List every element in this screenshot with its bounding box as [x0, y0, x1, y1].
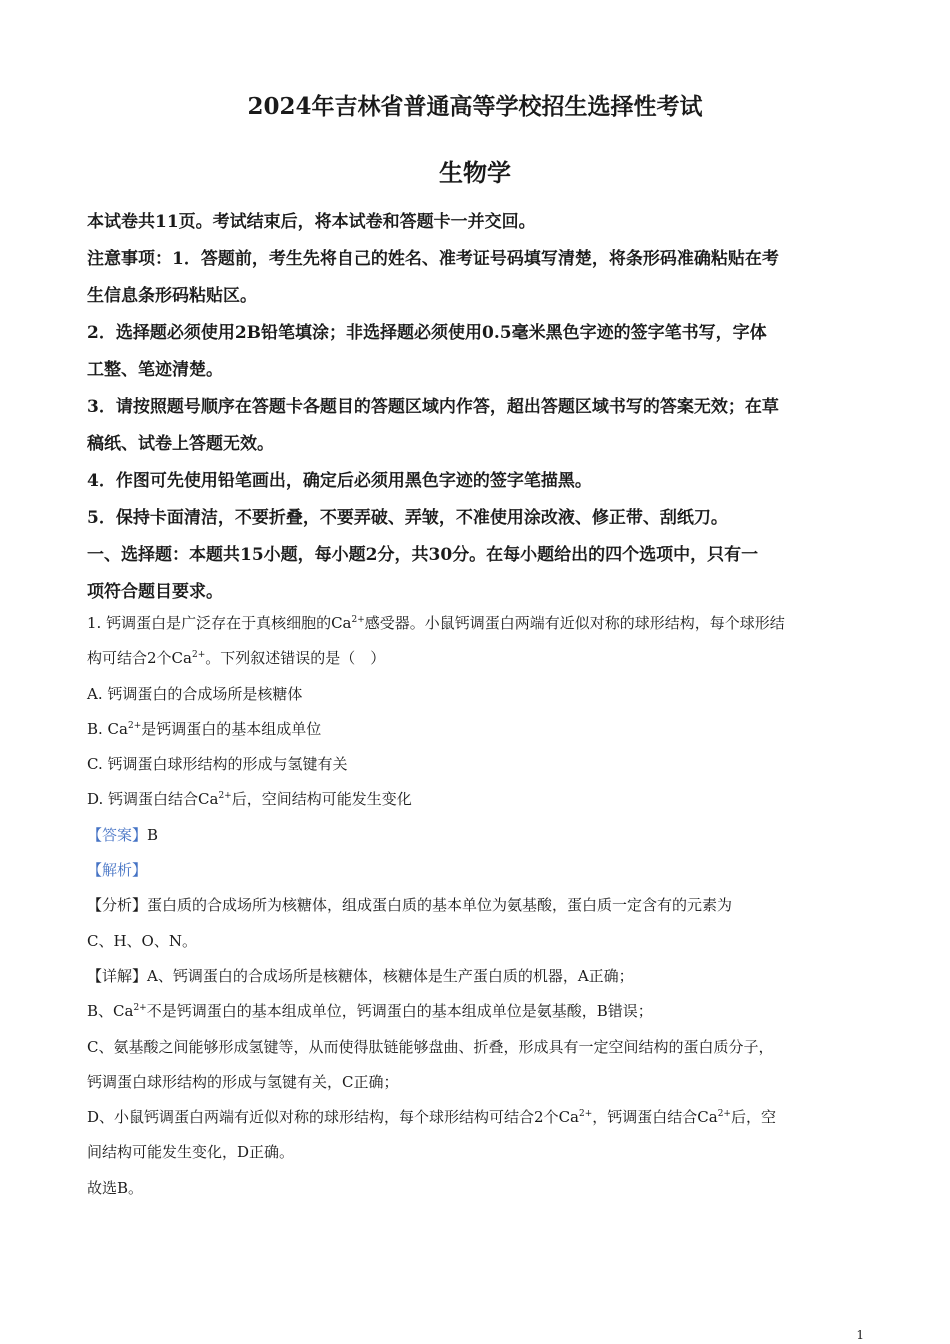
detail-b: B、$Ca^{2+}$不是钙调蛋白的基本组成单位，钙调蛋白的基本组成单位是氨基酸，B错误；: [87, 1002, 653, 1021]
analysis-tag-line: [87, 853, 872, 888]
note-3-line-2: 稿纸、试卷上答题无效。: [87, 434, 274, 454]
page-number: 1: [856, 1328, 864, 1342]
detail-d-line-2: 间结构可能发生变化，D正确。: [87, 1143, 295, 1162]
option-b: B. $Ca^{2+}$是钙调蛋白的基本组成单位: [87, 719, 322, 738]
question-1: [87, 606, 872, 1206]
note-1-line-2: 生信息条形码粘贴区。: [87, 286, 257, 306]
note-1-line-1: 注意事项：1．答题前，考生先将自己的姓名、准考证号码填写清楚，将条形码准确粘贴在考: [87, 249, 779, 269]
detail-c-line-1: C、氨基酸之间能够形成氢键等，从而使得肽链能够盘曲、折叠，形成具有一定空间结构的蛋白质分子，: [87, 1037, 774, 1056]
note-4: 4．作图可先使用铅笔画出，确定后必须用黑色字迹的签字笔描黑。: [87, 471, 592, 491]
exam-title: 2024年吉林省普通高等学校招生选择性考试: [247, 93, 703, 120]
question-stem-line-2: 构可结合2个$Ca^{2+}$。下列叙述错误的是（ ）: [87, 649, 386, 668]
option-d: D. 钙调蛋白结合$Ca^{2+}$后，空间结构可能发生变化: [87, 790, 412, 809]
fenxi-tag: 【分析】: [87, 896, 148, 915]
section-heading-line-1: 一、选择题：本题共15小题，每小题2分，共30分。在每小题给出的四个选项中，只有一: [87, 545, 759, 565]
detail-c-line-2: 钙调蛋白球形结构的形成与氢键有关，C正确；: [87, 1072, 399, 1091]
answer-tag: 【答案】: [87, 825, 148, 844]
answer-value: B: [147, 825, 159, 844]
detail-d-line-1: D、小鼠钙调蛋白两端有近似对称的球形结构，每个球形结构可结合2个$Ca^{2+}$，钙调蛋白结合$Ca^{2+}$后，空: [87, 1108, 776, 1127]
section-heading-line-2: 项符合题目要求。: [87, 582, 223, 602]
xiangjie-tag: 【详解】: [87, 966, 148, 985]
analysis-tag: 【解析】: [87, 861, 148, 880]
fenxi-line-2: C、H、O、N。: [87, 931, 197, 950]
intro-line: 本试卷共11页。考试结束后，将本试卷和答题卡一并交回。: [87, 212, 536, 232]
question-stem-line-1: 1. 钙调蛋白是广泛存在于真核细胞的$Ca^{2+}$感受器。小鼠钙调蛋白两端有近似对称的球形结构，每个球形结: [87, 614, 785, 632]
fenxi-line-1: 【分析】蛋白质的合成场所为核糖体，组成蛋白质的基本单位为氨基酸，蛋白质一定含有的元素为: [87, 896, 733, 915]
detail-a: 【详解】A、钙调蛋白的合成场所是核糖体，核糖体是生产蛋白质的机器，A正确；: [87, 966, 634, 985]
answer-line: [87, 818, 872, 853]
note-2-line-2: 工整、笔迹清楚。: [87, 360, 223, 380]
option-c: C. 钙调蛋白球形结构的形成与氢键有关: [87, 755, 348, 774]
conclusion: 故选B。: [87, 1178, 144, 1197]
option-a: A. 钙调蛋白的合成场所是核糖体: [87, 684, 303, 703]
note-3-line-1: 3．请按照题号顺序在答题卡各题目的答题区域内作答，超出答题区域书写的答案无效；在草: [87, 397, 779, 417]
exam-instructions: [87, 204, 867, 611]
subject-title: 生物学: [439, 158, 511, 187]
note-5: 5．保持卡面清洁，不要折叠，不要弄破、弄皱，不准使用涂改液、修正带、刮纸刀。: [87, 508, 728, 528]
note-2-line-1: 2．选择题必须使用2B铅笔填涂；非选择题必须使用0.5毫米黑色字迹的签字笔书写，字体: [87, 323, 767, 343]
